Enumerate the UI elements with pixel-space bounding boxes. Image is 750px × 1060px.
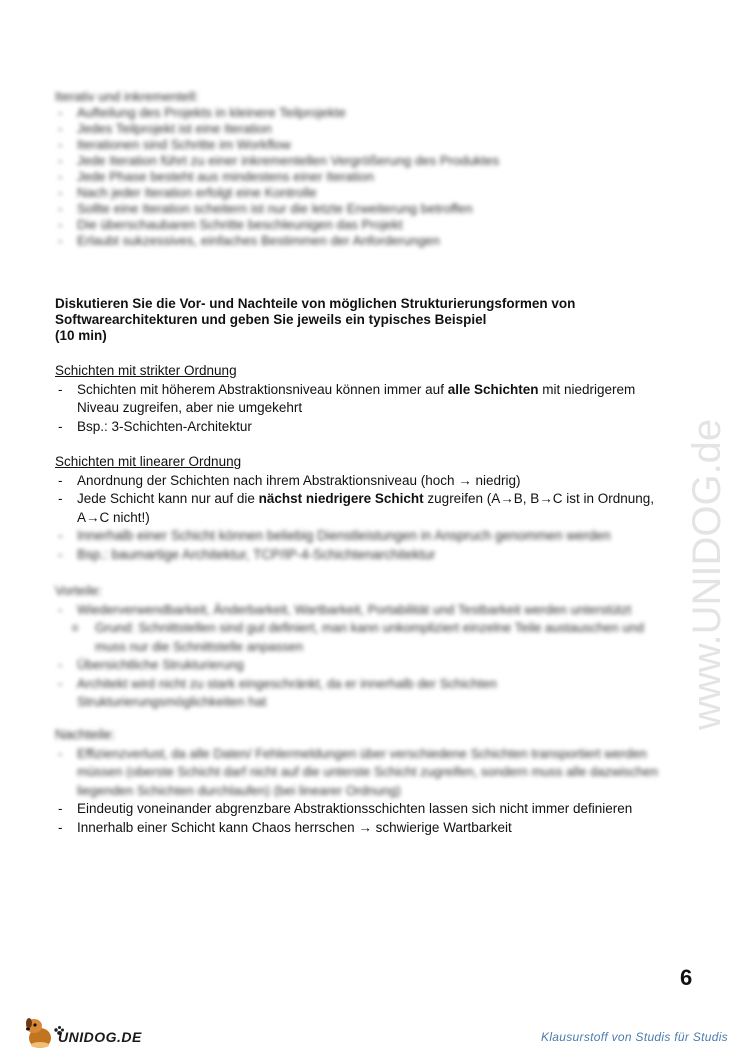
text: zugreifen (A→B, B→C ist in Ordnung, (423, 491, 655, 506)
list-item: - Erlaubt sukzessives, einfaches Bestimmen der Anforderungen (55, 233, 705, 249)
section-title: Schichten mit strikter Ordnung (55, 363, 237, 378)
list-item (55, 381, 705, 418)
list-item: - Übersichtliche Strukturierung (55, 656, 705, 675)
bold-text: nächst niedrigere Schicht (258, 491, 424, 506)
watermark-text: www.UNIDOG.de (685, 418, 729, 730)
list-item: - Nach jeder Iteration erfolgt eine Kontrolle (55, 185, 705, 201)
blurred-heading: Iterativ und inkrementell: (55, 89, 199, 104)
list-item: - Jede Phase besteht aus mindestens einer Iteration (55, 169, 705, 185)
section-strict-order (55, 362, 705, 436)
text: mit niedrigerem (538, 381, 636, 397)
text: Jede Schicht kann nur auf die (77, 491, 259, 506)
blurred-list-item: - Innerhalb einer Schicht können beliebig Dienstleistungen in Anspruch genommen werden (55, 527, 705, 546)
blurred-heading: Vorteile: (55, 583, 102, 598)
list-item: - Sollte eine Iteration scheitern ist nur die letzte Erweiterung betroffen (55, 201, 705, 217)
question-line: Diskutieren Sie die Vor- und Nachteile von möglichen Strukturierungsformen von (55, 296, 576, 311)
question-heading (55, 296, 705, 344)
watermark (685, 280, 730, 740)
blurred-section-vorteile (55, 582, 705, 712)
text: Schichten mit höherem Abstraktionsniveau können immer auf (77, 381, 448, 397)
question-line: Softwarearchitekturen und geben Sie jeweils ein typisches Beispiel (55, 312, 487, 327)
text: Strukturierungsmöglichkeiten hat (77, 694, 267, 709)
text: A→C nicht!) (77, 509, 150, 525)
text: Effizienzverlust, da alle Daten/ Fehlermeldungen über verschiedene Schichten transportiert werden (77, 745, 647, 761)
list-item: - Die überschaubaren Schritte beschleunigen das Projekt (55, 217, 705, 233)
section-linear-order (55, 453, 705, 564)
blurred-list-item: - Bsp.: baumartige Architektur, TCP/IP-4-Schichtenarchitektur (55, 546, 705, 565)
list-item: - Jede Iteration führt zu einer inkrementellen Vergrößerung des Produktes (55, 153, 705, 169)
list-item (55, 675, 705, 712)
list-item: - Anordnung der Schichten nach ihrem Abstraktionsniveau (hoch → niedrig) (55, 472, 705, 491)
section-nachteile (55, 726, 705, 837)
text: Niveau zugreifen, aber nie umgekehrt (77, 400, 303, 415)
list-item: - Iterationen sind Schritte im Workflow (55, 137, 705, 153)
page-number: 6 (680, 965, 693, 990)
text: Architekt wird nicht zu stark eingeschränkt, da er innerhalb der Schichten (77, 675, 497, 691)
list-item: - Bsp.: 3-Schichten-Architektur (55, 418, 705, 437)
list-item: - Jedes Teilprojekt ist eine Iteration (55, 121, 705, 137)
list-item: - Wiederverwendbarkeit, Änderbarkeit, Wartbarkeit, Portabilität und Testbarkeit werden unterstützt (55, 601, 705, 620)
section-title: Schichten mit linearer Ordnung (55, 454, 242, 469)
list-item: - Aufteilung des Projekts in kleinere Teilprojekte (55, 105, 705, 121)
blurred-list-item (55, 745, 705, 801)
text: Grund: Schnittstellen sind gut definiert, man kann unkompliziert einzelne Teile austauschen und (95, 620, 644, 635)
text: liegenden Schichten durchlaufen) (bei linearer Ordnung) (77, 782, 401, 798)
text: müssen (oberste Schicht darf nicht auf die unterste Schicht zugreifen, sondern muss alle dazwischen (77, 764, 658, 779)
list-item (55, 490, 705, 527)
list-item: - Innerhalb einer Schicht kann Chaos herrschen → schwierige Wartbarkeit (55, 819, 705, 838)
text: muss nur die Schnittstelle anpassen (95, 638, 304, 654)
list-item: - Eindeutig voneinander abgrenzbare Abstraktionsschichten lassen sich nicht immer definieren (55, 800, 705, 819)
logo-text: UNIDOG.DE (58, 1029, 142, 1045)
bold-text: alle Schichten (447, 381, 539, 397)
footer-text: Klausurstoff von Studis für Studis (541, 1030, 728, 1044)
question-time: (10 min) (55, 328, 107, 343)
blurred-heading: Nachteile: (55, 727, 116, 742)
blurred-section-iterativ (55, 89, 705, 249)
sub-list-item (55, 619, 705, 656)
